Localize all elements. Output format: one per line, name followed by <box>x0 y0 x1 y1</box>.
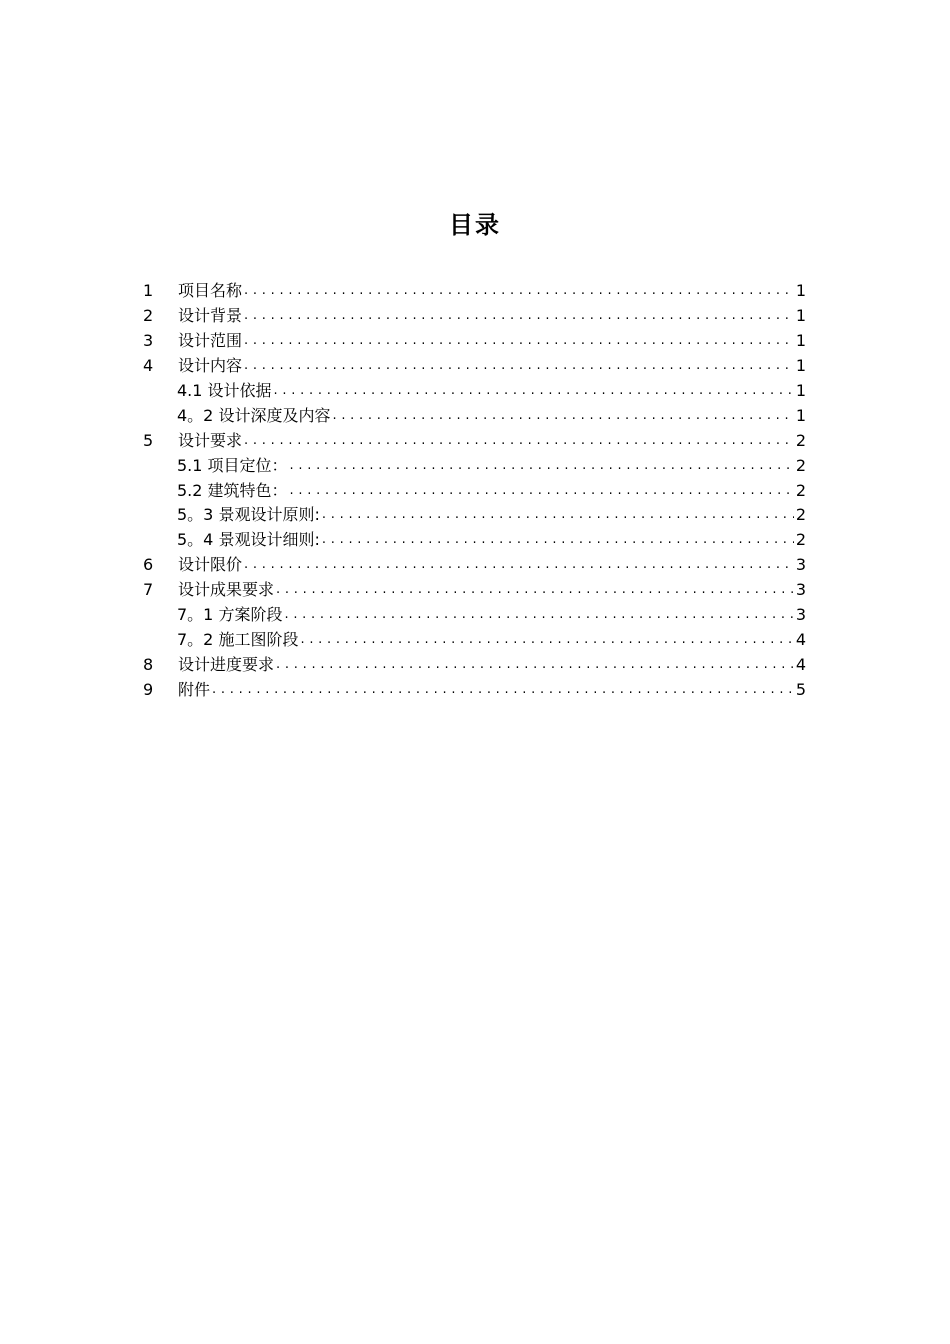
toc-entry-number: 2 <box>143 306 154 326</box>
toc-entry-title: 设计进度要求 <box>178 654 275 674</box>
toc-entry-number: 5 <box>143 430 154 450</box>
toc-entry-title: 设计成果要求 <box>178 580 275 600</box>
toc-dot-leader <box>284 605 793 625</box>
toc-dot-leader <box>244 356 794 376</box>
toc-dot-leader <box>276 580 794 600</box>
toc-dot-leader <box>244 431 794 451</box>
toc-entry[interactable] <box>143 428 806 453</box>
toc-entry[interactable] <box>143 329 806 354</box>
toc-entry-title: 4.1 设计依据 <box>177 381 272 400</box>
toc-dot-leader <box>244 281 794 301</box>
toc-entry-title: 项目名称 <box>178 281 243 301</box>
toc-entry-page: 4 <box>795 654 806 674</box>
toc-entry[interactable] <box>143 578 806 603</box>
toc-entry-number: 9 <box>143 679 154 699</box>
toc-subentry[interactable] <box>143 379 806 404</box>
toc-dot-leader <box>322 505 794 525</box>
toc-entry-page: 1 <box>795 306 806 326</box>
toc-entry-title: 5.2 建筑特色： <box>177 480 288 500</box>
toc-subentry[interactable] <box>143 528 806 553</box>
toc-dot-leader <box>290 456 794 476</box>
toc-entry[interactable] <box>143 279 806 304</box>
toc-entry-page: 1 <box>795 331 806 351</box>
toc-entry-title: 7。2 施工图阶段 <box>177 629 299 649</box>
toc-dot-leader <box>244 331 794 351</box>
toc-title: 目录 <box>449 211 501 239</box>
toc-dot-leader <box>274 381 794 401</box>
toc-entry-number: 7 <box>143 580 154 600</box>
toc-entry-number: 8 <box>143 654 154 674</box>
toc-entry-title: 7。1 方案阶段 <box>177 605 283 625</box>
toc-entry-page: 3 <box>795 580 806 600</box>
toc-entry-title: 设计范围 <box>178 331 243 351</box>
toc-entry[interactable] <box>143 304 806 329</box>
toc-entry-title: 设计背景 <box>178 306 243 326</box>
toc-entry-page: 2 <box>795 505 806 525</box>
toc-entry[interactable] <box>143 677 806 702</box>
toc-entry-number: 6 <box>143 555 154 575</box>
toc-subentry[interactable] <box>143 503 806 528</box>
toc-entry-page: 2 <box>795 480 806 500</box>
toc-dot-leader <box>244 555 794 575</box>
toc-entry-page: 2 <box>795 530 806 550</box>
toc-entry-page: 5 <box>795 679 806 699</box>
toc-entry[interactable] <box>143 553 806 578</box>
toc-dot-leader <box>276 655 794 675</box>
toc-entry-page: 4 <box>795 629 806 649</box>
toc-subentry[interactable] <box>143 603 806 628</box>
toc-subentry[interactable] <box>143 627 806 652</box>
toc-entry-number: 4 <box>143 356 154 376</box>
toc-entry-page: 2 <box>795 430 806 450</box>
toc-dot-leader <box>300 630 793 650</box>
table-of-contents <box>143 279 806 702</box>
toc-entry-title: 5.1 项目定位： <box>177 455 288 475</box>
toc-entry-title: 设计限价 <box>178 555 243 575</box>
toc-entry-page: 1 <box>795 356 806 376</box>
toc-dot-leader <box>244 306 794 326</box>
toc-subentry[interactable] <box>143 478 806 503</box>
toc-entry-page: 2 <box>795 455 806 475</box>
toc-entry[interactable] <box>143 652 806 677</box>
toc-entry-title: 5。4 景观设计细则: <box>177 530 320 550</box>
toc-entry-number: 1 <box>143 281 154 301</box>
toc-entry-page: 1 <box>795 381 806 400</box>
toc-entry[interactable] <box>143 354 806 379</box>
toc-entry-page: 1 <box>795 281 806 301</box>
toc-entry-title: 设计内容 <box>178 356 243 376</box>
toc-entry-page: 1 <box>795 405 806 425</box>
toc-dot-leader <box>212 680 794 700</box>
toc-dot-leader <box>322 530 794 550</box>
toc-entry-title: 5。3 景观设计原则: <box>177 505 320 525</box>
toc-entry-title: 附件 <box>178 679 211 699</box>
toc-subentry[interactable] <box>143 453 806 478</box>
toc-dot-leader <box>290 481 794 501</box>
toc-subentry[interactable] <box>143 403 806 428</box>
toc-entry-number: 3 <box>143 331 154 351</box>
toc-entry-page: 3 <box>795 605 806 625</box>
toc-entry-page: 3 <box>795 555 806 575</box>
toc-dot-leader <box>332 406 793 426</box>
toc-entry-title: 4。2 设计深度及内容 <box>177 405 331 425</box>
toc-entry-title: 设计要求 <box>178 430 243 450</box>
